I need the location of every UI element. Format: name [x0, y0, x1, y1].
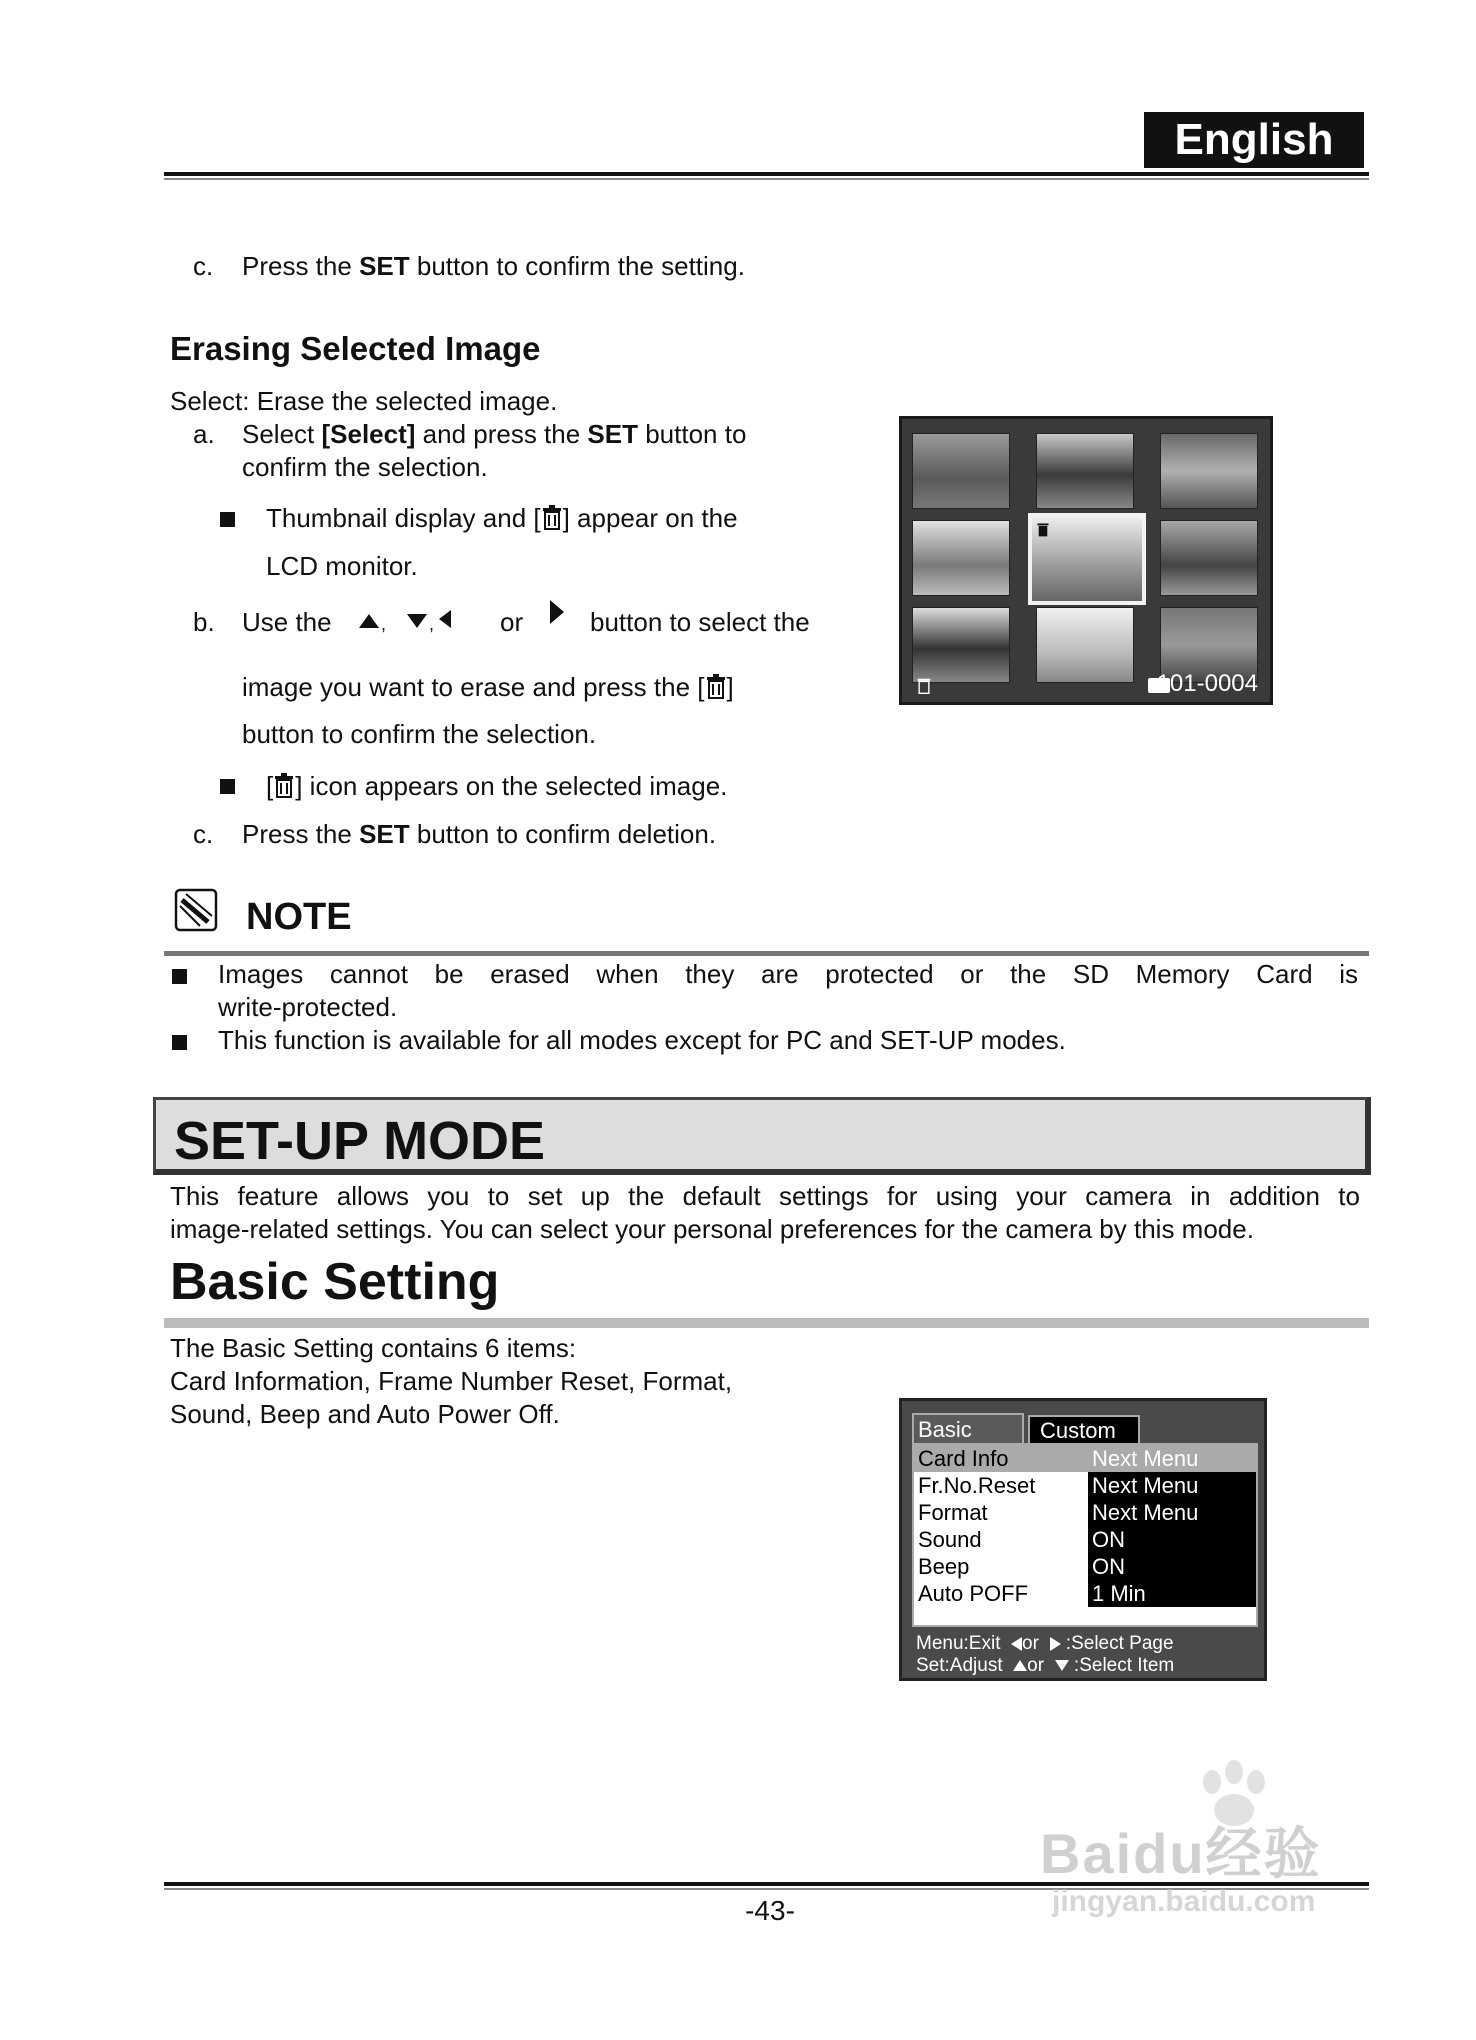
basic-setting-rule [164, 1318, 1369, 1328]
menu-row-frame-reset: Fr.No.Reset Next Menu [914, 1472, 1256, 1499]
thumbnail [1160, 433, 1258, 509]
bullet [172, 968, 187, 986]
erase-intro: Select: Erase the selected image. [170, 386, 558, 416]
note-item-1-line1: Images cannot be erased when they are protected or the SD Memory Card is [218, 959, 1358, 989]
menu-row-beep: Beep ON [914, 1553, 1256, 1580]
step-c-letter: c. [193, 251, 214, 281]
step-c-letter: c. [193, 819, 214, 849]
language-tab: English [1144, 112, 1364, 168]
svg-text:,: , [429, 614, 435, 634]
file-number: 101-0004 [1156, 670, 1258, 697]
setup-mode-title: SET-UP MODE [174, 1111, 546, 1171]
tab-basic: Basic [912, 1413, 1024, 1443]
basic-line-3: Sound, Beep and Auto Power Off. [170, 1399, 560, 1429]
up-arrow-icon [1013, 1660, 1027, 1671]
trash-icon [1036, 521, 1050, 537]
step-c-text: Press the SET button to confirm the setting. [242, 251, 745, 281]
menu-help-line-1: Menu:Exit or :Select Page [916, 1633, 1174, 1654]
watermark-logo: Baidu经验 [1040, 1822, 1322, 1885]
trash-icon [916, 676, 932, 694]
right-arrow-icon [546, 598, 568, 628]
thumbnail [912, 520, 1010, 596]
page-number: -43- [745, 1895, 795, 1926]
direction-arrows-icon [357, 608, 457, 636]
thumbnail-grid-screenshot [899, 416, 1273, 705]
bullet [172, 1034, 187, 1052]
step-b-use: Use the [242, 607, 332, 637]
left-arrow-icon [1011, 1637, 1022, 1651]
camera-menu-screenshot [899, 1398, 1267, 1681]
note-title: NOTE [246, 896, 352, 938]
right-arrow-icon [1050, 1637, 1061, 1651]
basic-setting-title: Basic Setting [170, 1253, 500, 1311]
step-b-text: button to select the [590, 607, 810, 637]
menu-row-sound: Sound ON [914, 1526, 1256, 1553]
thumbnail [1036, 433, 1134, 509]
setup-para-line1: This feature allows you to set up the default settings for using your camera in addition to [170, 1181, 1360, 1211]
step-a-letter: a. [193, 419, 215, 449]
step-a-bullet-line2: LCD monitor. [266, 551, 418, 581]
section-title-erasing: Erasing Selected Image [170, 330, 541, 367]
selected-thumbnail [1028, 513, 1146, 605]
setup-mode-banner [153, 1097, 1371, 1175]
trash-icon [273, 772, 295, 798]
tab-custom: Custom [1028, 1415, 1140, 1443]
trash-icon [541, 504, 563, 530]
menu-help-line-2: Set:Adjust or :Select Item [916, 1655, 1175, 1676]
menu-panel [912, 1443, 1258, 1627]
step-a-text: Select [Select] and press the SET button to [242, 419, 747, 449]
thumbnail [912, 607, 1010, 683]
thumbnail [1036, 607, 1134, 683]
thumbnail [912, 433, 1010, 509]
setup-para-line2: image-related settings. You can select your personal preferences for the camera by this mode. [170, 1214, 1254, 1244]
step-b-letter: b. [193, 607, 215, 637]
menu-row-format: Format Next Menu [914, 1499, 1256, 1526]
down-arrow-icon [1055, 1660, 1069, 1671]
menu-row-auto-poff: Auto POFF 1 Min [914, 1580, 1256, 1607]
step-b-line3: button to confirm the selection. [242, 719, 597, 749]
note-rule [164, 951, 1369, 956]
bullet [220, 778, 235, 796]
step-c-deletion-text: Press the SET button to confirm deletion. [242, 819, 717, 849]
menu-row-card-info: Card Info Next Menu [914, 1445, 1256, 1472]
step-a-bullet-text: Thumbnail display and [ ] appear on the [266, 503, 738, 533]
step-b-or: or [500, 607, 524, 637]
step-b-bullet-text: [ ] icon appears on the selected image. [266, 771, 728, 801]
thumbnail [1160, 520, 1258, 596]
header-rule [164, 172, 1369, 176]
step-a-text-line2: confirm the selection. [242, 452, 488, 482]
note-item-2: This function is available for all modes except for PC and SET-UP modes. [218, 1025, 1066, 1055]
note-item-1: write-protected. [218, 992, 398, 1022]
note-memo-icon [172, 882, 222, 934]
basic-line-2: Card Information, Frame Number Reset, Format, [170, 1366, 733, 1396]
trash-icon [705, 673, 727, 699]
bullet [220, 511, 235, 529]
watermark-url: jingyan.baidu.com [1052, 1885, 1316, 1918]
step-b-line2: image you want to erase and press the [ ] [242, 672, 734, 702]
svg-text:,: , [381, 614, 387, 634]
header-rule-shadow [164, 178, 1369, 180]
basic-line-1: The Basic Setting contains 6 items: [170, 1333, 577, 1363]
